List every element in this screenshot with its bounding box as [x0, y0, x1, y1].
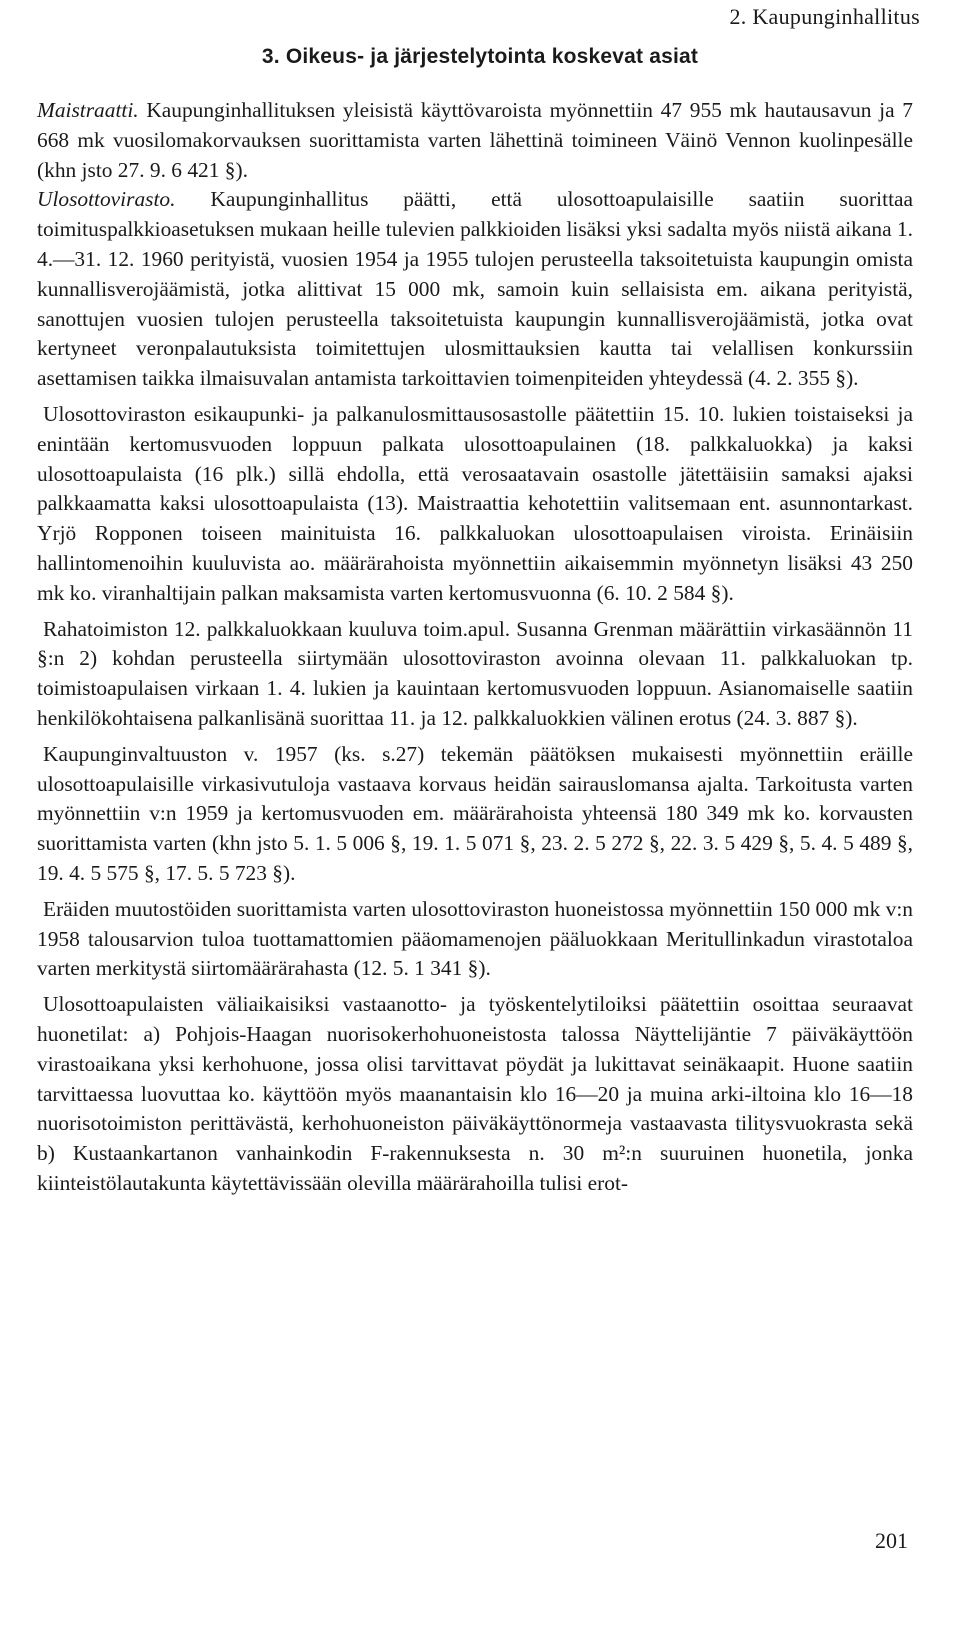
running-head: 2. Kaupunginhallitus — [729, 4, 920, 29]
body-text — [37, 96, 913, 1199]
page-number: 201 — [875, 1528, 908, 1553]
paragraph-text: Eräiden muutostöiden suorittamista varten ulosottoviraston huoneistossa myönnettiin 150 000 mk v:n 1958 talousarvion tuloa tuottamattomien pääomamenojen pääluokkaan Meritullinkadun virastotaloa varten merkitystä siirtomäärärahasta (12. 5. 1 341 §). — [37, 896, 913, 981]
paragraph — [37, 400, 913, 609]
paragraph-maistraatti — [37, 96, 913, 185]
paragraph-text: Ulosottoviraston esikaupunki- ja palkanulosmittausosastolle päätettiin 15. 10. lukien toistaiseksi ja enintään kertomusvuoden loppuun palkata ulosottoapulainen (18. palkkaluokka) ja kaksi ulosottoapulaista (16 plk.) sillä ehdolla, että verosaatavain osastolle jätettäisiin samaksi ajaksi palkkaamatta kaksi ulosottoapulaista (13). Maistraattia kehotettiin valitsemaan ent. asunnontarkast. Yrjö Ropponen toiseen mainituista 16. palkkaluokan ulosottoapulaisen viroista. Erinäisiin hallintomenoihin kuuluvista ao. määrärahoista myönnettiin aikaisemmin myönnetyn lisäksi 43 250 mk ko. viranhaltijain palkan maksamista varten kertomusvuonna (6. 10. 2 584 §). — [37, 401, 913, 605]
paragraph — [37, 740, 913, 889]
paragraph-text: Kaupunginhallituksen yleisistä käyttövaroista myönnettiin 47 955 mk hautausavun ja 7 668 mk vuosilomakorvauksen suorittamista varten lähettinä toimineen Väinö Vennon kuolinpesälle (khn jsto 27. 9. 6 421 §). — [37, 98, 913, 182]
paragraph-text: Kaupunginhallitus päätti, että ulosottoapulaisille saatiin suorittaa toimituspalkkioasetuksen mukaan heille tulevien palkkioiden lisäksi yksi sadalta myös niistä aikana 1. 4.—31. 12. 1960 perityistä, vuosien 1954 ja 1955 tulojen perusteella taksoitetuista kaupungin omista kunnallisverojäämistä, jotka alittivat 15 000 mk, samoin kuin sellaisista em. aikana perityistä, sanottujen vuosien tulojen perusteella taksoitetuista kaupungin kunnallisverojäämistä, jotka ovat kertyneet veronpalautuksista toimitettujen ulosmittauksien kautta tai velallisen konkurssiin asettamisen taikka ilmaisuvalan antamista tarkoittavien toimenpiteiden yhteydessä (4. 2. 355 §). — [37, 187, 913, 391]
paragraph — [37, 895, 913, 984]
paragraph — [37, 990, 913, 1199]
paragraph-lead: Maistraatti. — [37, 98, 139, 122]
section-heading: 3. Oikeus- ja järjestelytointa koskevat asiat — [261, 45, 699, 68]
paragraph-lead: Ulosottovirasto. — [37, 187, 176, 212]
paragraph-ulosottovirasto — [37, 185, 913, 394]
paragraph-text: Rahatoimiston 12. palkkaluokkaan kuuluva toim.apul. Susanna Grenman määrättiin virkasäännön 11 §:n 2) kohdan perusteella siirtymään ulosottoviraston avoinna olevaan 11. palkkaluokan tp. toimistoapulaisen virkaan 1. 4. lukien ja kauintaan kertomusvuoden loppuun. Asianomaiselle saatiin henkilökohtaisena palkanlisänä suorittaa 11. ja 12. palkkaluokkien välinen erotus (24. 3. 887 §). — [37, 616, 913, 730]
paragraph-text: Kaupunginvaltuuston v. 1957 (ks. s.27) tekemän päätöksen mukaisesti myönnettiin eräille ulosottoapulaisille virkasivutuloja vastaava korvaus heidän sairauslomansa ajalta. Tarkoitusta varten myönnettiin v:n 1959 ja kertomusvuoden em. määrärahoista yhteensä 180 349 mk ko. korvausten suorittamista varten (khn jsto 5. 1. 5 006 §, 19. 1. 5 071 §, 23. 2. 5 272 §, 22. 3. 5 429 §, 5. 4. 5 489 §, 19. 4. 5 575 §, 17. 5. 5 723 §). — [37, 741, 913, 885]
paragraph — [37, 615, 913, 734]
paragraph-text: Ulosottoapulaisten väliaikaisiksi vastaanotto- ja työskentelytiloiksi päätettiin osoittaa seuraavat huonetilat: a) Pohjois-Haagan nuorisokerhohuoneistosta talossa Näyttelijäntie 7 päiväkäyttöön virastoaikana yksi kerhohuone, jossa olisi tarvittavat pöydät ja lukittavat seinäkaapit. Huone saatiin tarvittaessa luovuttaa ko. käyttöön myös maanantaisin klo 16—20 ja muina arki-iltoina klo 16—18 nuorisotoimiston perittävästä, kerhohuoneiston päiväkäyttönormeja vastaavasta tilitysvuokrasta sekä b) Kustaankartanon vanhainkodin F-rakennuksesta n. 30 m²:n suuruinen huonetila, jonka kiinteistölautakunta käytettävissään olevilla määrärahoilla tulisi erot- — [37, 992, 913, 1195]
